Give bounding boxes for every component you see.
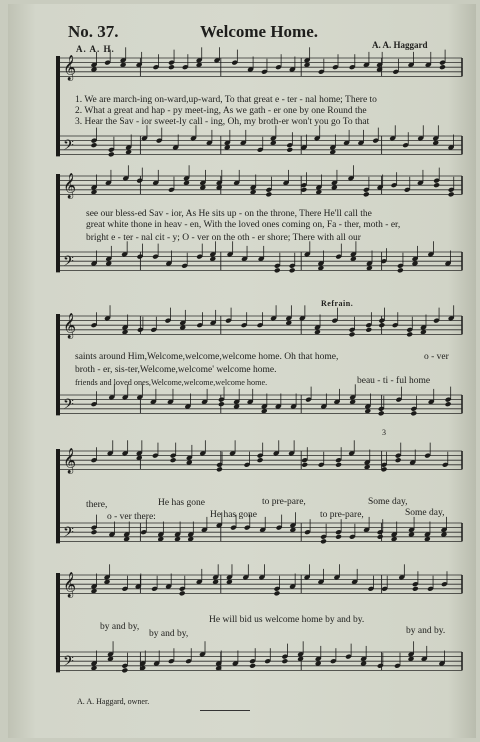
treble-clef: 𝄞 (63, 173, 77, 199)
treble-clef: 𝄞 (63, 572, 77, 598)
note-head (335, 534, 342, 540)
refrain-word-some-day: Some day, (368, 497, 408, 507)
refrain-word-by-and-by-3: by and by. (406, 626, 446, 636)
bass-clef: 𝄢 (63, 524, 74, 545)
refrain-word-by-and-by: by and by, (100, 622, 140, 632)
note-head (335, 462, 342, 468)
note-head (168, 64, 175, 70)
note-head (265, 191, 272, 197)
note-head (274, 267, 281, 273)
note-head (365, 327, 372, 333)
refrain-word-welcome-home: He will bid us welcome home by and by. (209, 615, 365, 625)
note-head (395, 457, 402, 463)
bass-clef: 𝄢 (63, 396, 74, 417)
note-head (91, 142, 98, 148)
bass-clef: 𝄢 (63, 137, 74, 158)
bass-clef: 𝄢 (63, 253, 74, 274)
lyric-verse-1-line-2: see our bless-ed Sav - ior, As He sits up - on the throne, There He'll call the (86, 209, 372, 219)
note-head (170, 457, 177, 463)
note-head (445, 401, 452, 407)
lyric-verse-2-line-1: 2. What a great and hap - py meet-ing, As we gath - er one by one Round the (75, 106, 367, 116)
note-head (108, 151, 115, 157)
note-head (448, 191, 455, 197)
lyric-verse-1-line-1: 1. We are march-ing on-ward,up-ward, To that great e - ter - nal home; There to (75, 95, 377, 105)
note-head (121, 667, 128, 673)
composer: A. A. Haggard (372, 40, 428, 50)
footer-rule (200, 710, 250, 711)
hymn-title: Welcome Home. (200, 22, 319, 41)
refrain-word-by-and-by-2: by and by, (149, 629, 189, 639)
copyright-owner: A. A. Haggard, owner. (77, 697, 150, 706)
treble-clef: 𝄞 (63, 448, 77, 474)
note-head (218, 401, 225, 407)
lyric-verse-2-line-2: great white thone in heav - en, With the loved ones coming on, Fa - ther, moth - er, (86, 220, 401, 230)
lyric-verse-3-line-2: bright e - ter - nal cit - y; O - ver on the oth - er shore; There with all our (86, 233, 361, 243)
note-head (378, 322, 385, 328)
refrain-word-over-there: o - ver there: (107, 512, 156, 522)
note-head (363, 191, 370, 197)
lyric-verse-3-line-1: 3. Hear the Sav - ior sweet-ly call - ing, Oh, my broth-er won't you go To that (75, 117, 370, 127)
hymn-number: No. 37. (68, 22, 119, 41)
note-head (378, 410, 385, 416)
note-head (257, 457, 264, 463)
note-head (301, 462, 308, 468)
note-head (286, 147, 293, 153)
treble-clef: 𝄞 (63, 55, 77, 81)
bass-clef: 𝄢 (63, 653, 74, 674)
note-head (412, 586, 419, 592)
note-head (91, 529, 98, 535)
note-head (249, 663, 256, 669)
treble-clef: 𝄞 (63, 313, 77, 339)
words-author: A. A. H. (76, 44, 115, 54)
lyric-verse-1-line-3: saints around Him,Welcome,welcome,welcome home. Oh that home, (75, 352, 339, 362)
refrain-word-to-prepare-2: to pre-pare, (320, 510, 364, 520)
refrain-word-he-has-gone-2: He has gone (210, 510, 257, 520)
refrain-word-to-prepare: to pre-pare, (262, 497, 306, 507)
refrain-word-there: there, (86, 500, 108, 510)
note-head (289, 267, 296, 273)
refrain-word-he-has-gone: He has gone (158, 498, 205, 508)
refrain-word-some-day-2: Some day, (405, 508, 445, 518)
note-head (349, 331, 356, 337)
note-head (281, 658, 288, 664)
note-head (397, 267, 404, 273)
note-head (410, 410, 417, 416)
lyric-refrain-beautiful-home: beau - ti - ful home (357, 376, 431, 386)
note-head (320, 538, 327, 544)
fingering-figure: 3 (382, 428, 386, 437)
lyric-verse-2-line-3: broth - er, sis-ter,Welcome,welcome' welcome home. (75, 365, 277, 375)
lyric-verse-3-line-3: friends and loved ones,Welcome,welcome,welcome home. (75, 378, 268, 387)
note-head (439, 64, 446, 70)
note-head (406, 331, 413, 337)
note-head (274, 590, 281, 596)
note-head (179, 590, 186, 596)
refrain-label: Refrain. (321, 299, 354, 308)
lyric-refrain-over: o - ver (424, 352, 449, 362)
note-head (216, 466, 223, 472)
note-head (377, 534, 384, 540)
note-head (433, 182, 440, 188)
